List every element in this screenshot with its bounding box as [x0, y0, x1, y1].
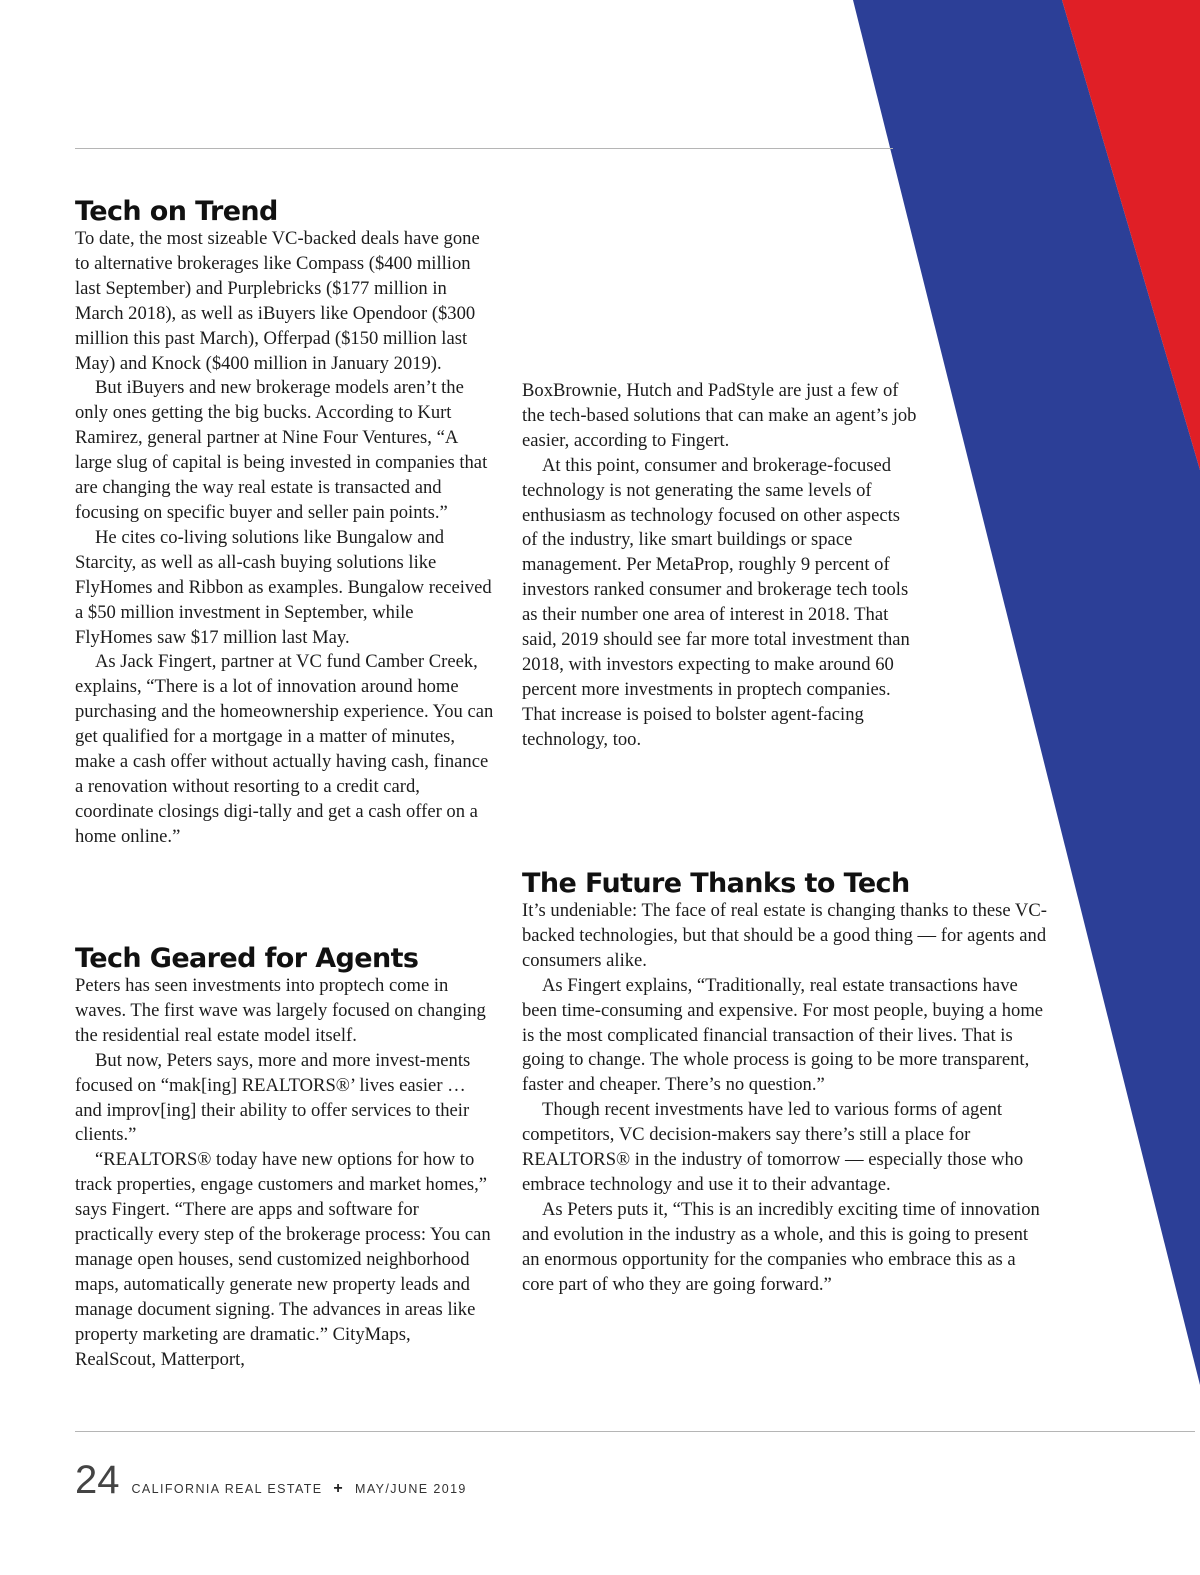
publication-name: CALIFORNIA REAL ESTATE — [131, 1482, 323, 1496]
paragraph: Though recent investments have led to various forms of agent competitors, VC decision-makers say there’s still a place for REALTORS® in the industry of tomorrow — especially those who embrace technology and use it to their advantage. — [522, 1099, 1024, 1195]
paragraph: As Fingert explains, “Traditionally, real estate transactions have been time-consuming and expensive. For most people, buying a home is the most complicated financial transaction of their lives. That is going to change. The whole process is going to be more transparent, faster and cheaper. There’s no question.” — [522, 974, 1044, 1096]
heading-tech-on-trend: Tech on Trend — [75, 196, 278, 227]
issue-date: MAY/JUNE 2019 — [355, 1482, 467, 1496]
heading-future-thanks-to-tech: The Future Thanks to Tech — [522, 868, 910, 899]
paragraph: To date, the most sizeable VC-backed deals have gone to alternative brokerages like Compass ($400 million last September) and Purplebricks ($177 million in March 2018), as well as iBuyers like Opendoor ($300 million this past March), Offerpad ($150 million last May) and Knock ($400 million in January 2019). — [75, 228, 480, 374]
bottom-rule — [75, 1431, 1195, 1432]
top-rule — [75, 148, 893, 149]
heading-tech-geared-for-agents: Tech Geared for Agents — [75, 943, 419, 974]
paragraph: It’s undeniable: The face of real estate is changing thanks to these VC-backed technologies, but that should be a good thing — for agents and consumers alike. — [522, 900, 1047, 971]
page-number: 24 — [75, 1458, 120, 1502]
paragraph: At this point, consumer and brokerage-focused technology is not generating the same levels of enthusiasm as technology focused on other aspects of the industry, like smart buildings or space management. Per MetaProp, roughly 9 percent of investors ranked consumer and brokerage tech tools as their number one area of interest in 2018. That said, 2019 should see far more total investment than 2018, with investors expecting to make around 60 percent more investments in proptech companies. That increase is poised to bolster agent-facing technology, too. — [522, 454, 910, 750]
paragraph: BoxBrownie, Hutch and PadStyle are just a few of the tech-based solutions that can make an agent’s job easier, according to Fingert. — [522, 380, 917, 451]
paragraph: But now, Peters says, more and more invest-ments focused on “mak[ing] REALTORS®’ lives easier … and improv[ing] their ability to offer services to their clients.” — [75, 1049, 471, 1146]
paragraph: “REALTORS® today have new options for how to track properties, engage customers and market homes,” says Fingert. “There are apps and software for practically every step of the brokerage process: You can manage open houses, send customized neighborhood maps, automatically generate new property leads and manage document signing. The advances in areas like property marketing are dramatic.” CityMaps, RealScout, Matterport, — [75, 1149, 491, 1370]
left-column — [75, 197, 495, 850]
right-column-lower — [522, 869, 1050, 1298]
left-column-lower — [75, 944, 495, 1373]
page-footer — [75, 1460, 467, 1500]
paragraph: But iBuyers and new brokerage models aren’t the only ones getting the big bucks. According to Kurt Ramirez, general partner at Nine Four Ventures, “A large slug of capital is being invested in companies that are changing the way real estate is transacted and focusing on specific buyer and seller pain points.” — [75, 377, 488, 523]
folio — [132, 1480, 467, 1498]
paragraph: As Peters puts it, “This is an incredibly exciting time of innovation and evolution in the industry as a whole, and this is going to present an enormous opportunity for the companies who embrace this as a core part of who they are going forward.” — [522, 1198, 1040, 1295]
paragraph: He cites co-living solutions like Bungalow and Starcity, as well as all-cash buying solutions like FlyHomes and Ribbon as examples. Bungalow received a $50 million investment in September, while FlyHomes saw $17 million last May. — [75, 526, 492, 648]
paragraph: As Jack Fingert, partner at VC fund Camber Creek, explains, “There is a lot of innovation around home purchasing and the homeownership experience. You can get qualified for a mortgage in a matter of minutes, make a cash offer without actually having cash, finance a renovation without resorting to a credit card, coordinate closings digi-tally and get a cash offer on a home online.” — [75, 651, 494, 847]
plus-separator: + — [333, 1480, 345, 1497]
right-column-continued — [522, 379, 917, 753]
paragraph: Peters has seen investments into proptech come in waves. The first wave was largely focused on changing the residential real estate model itself. — [75, 975, 486, 1046]
